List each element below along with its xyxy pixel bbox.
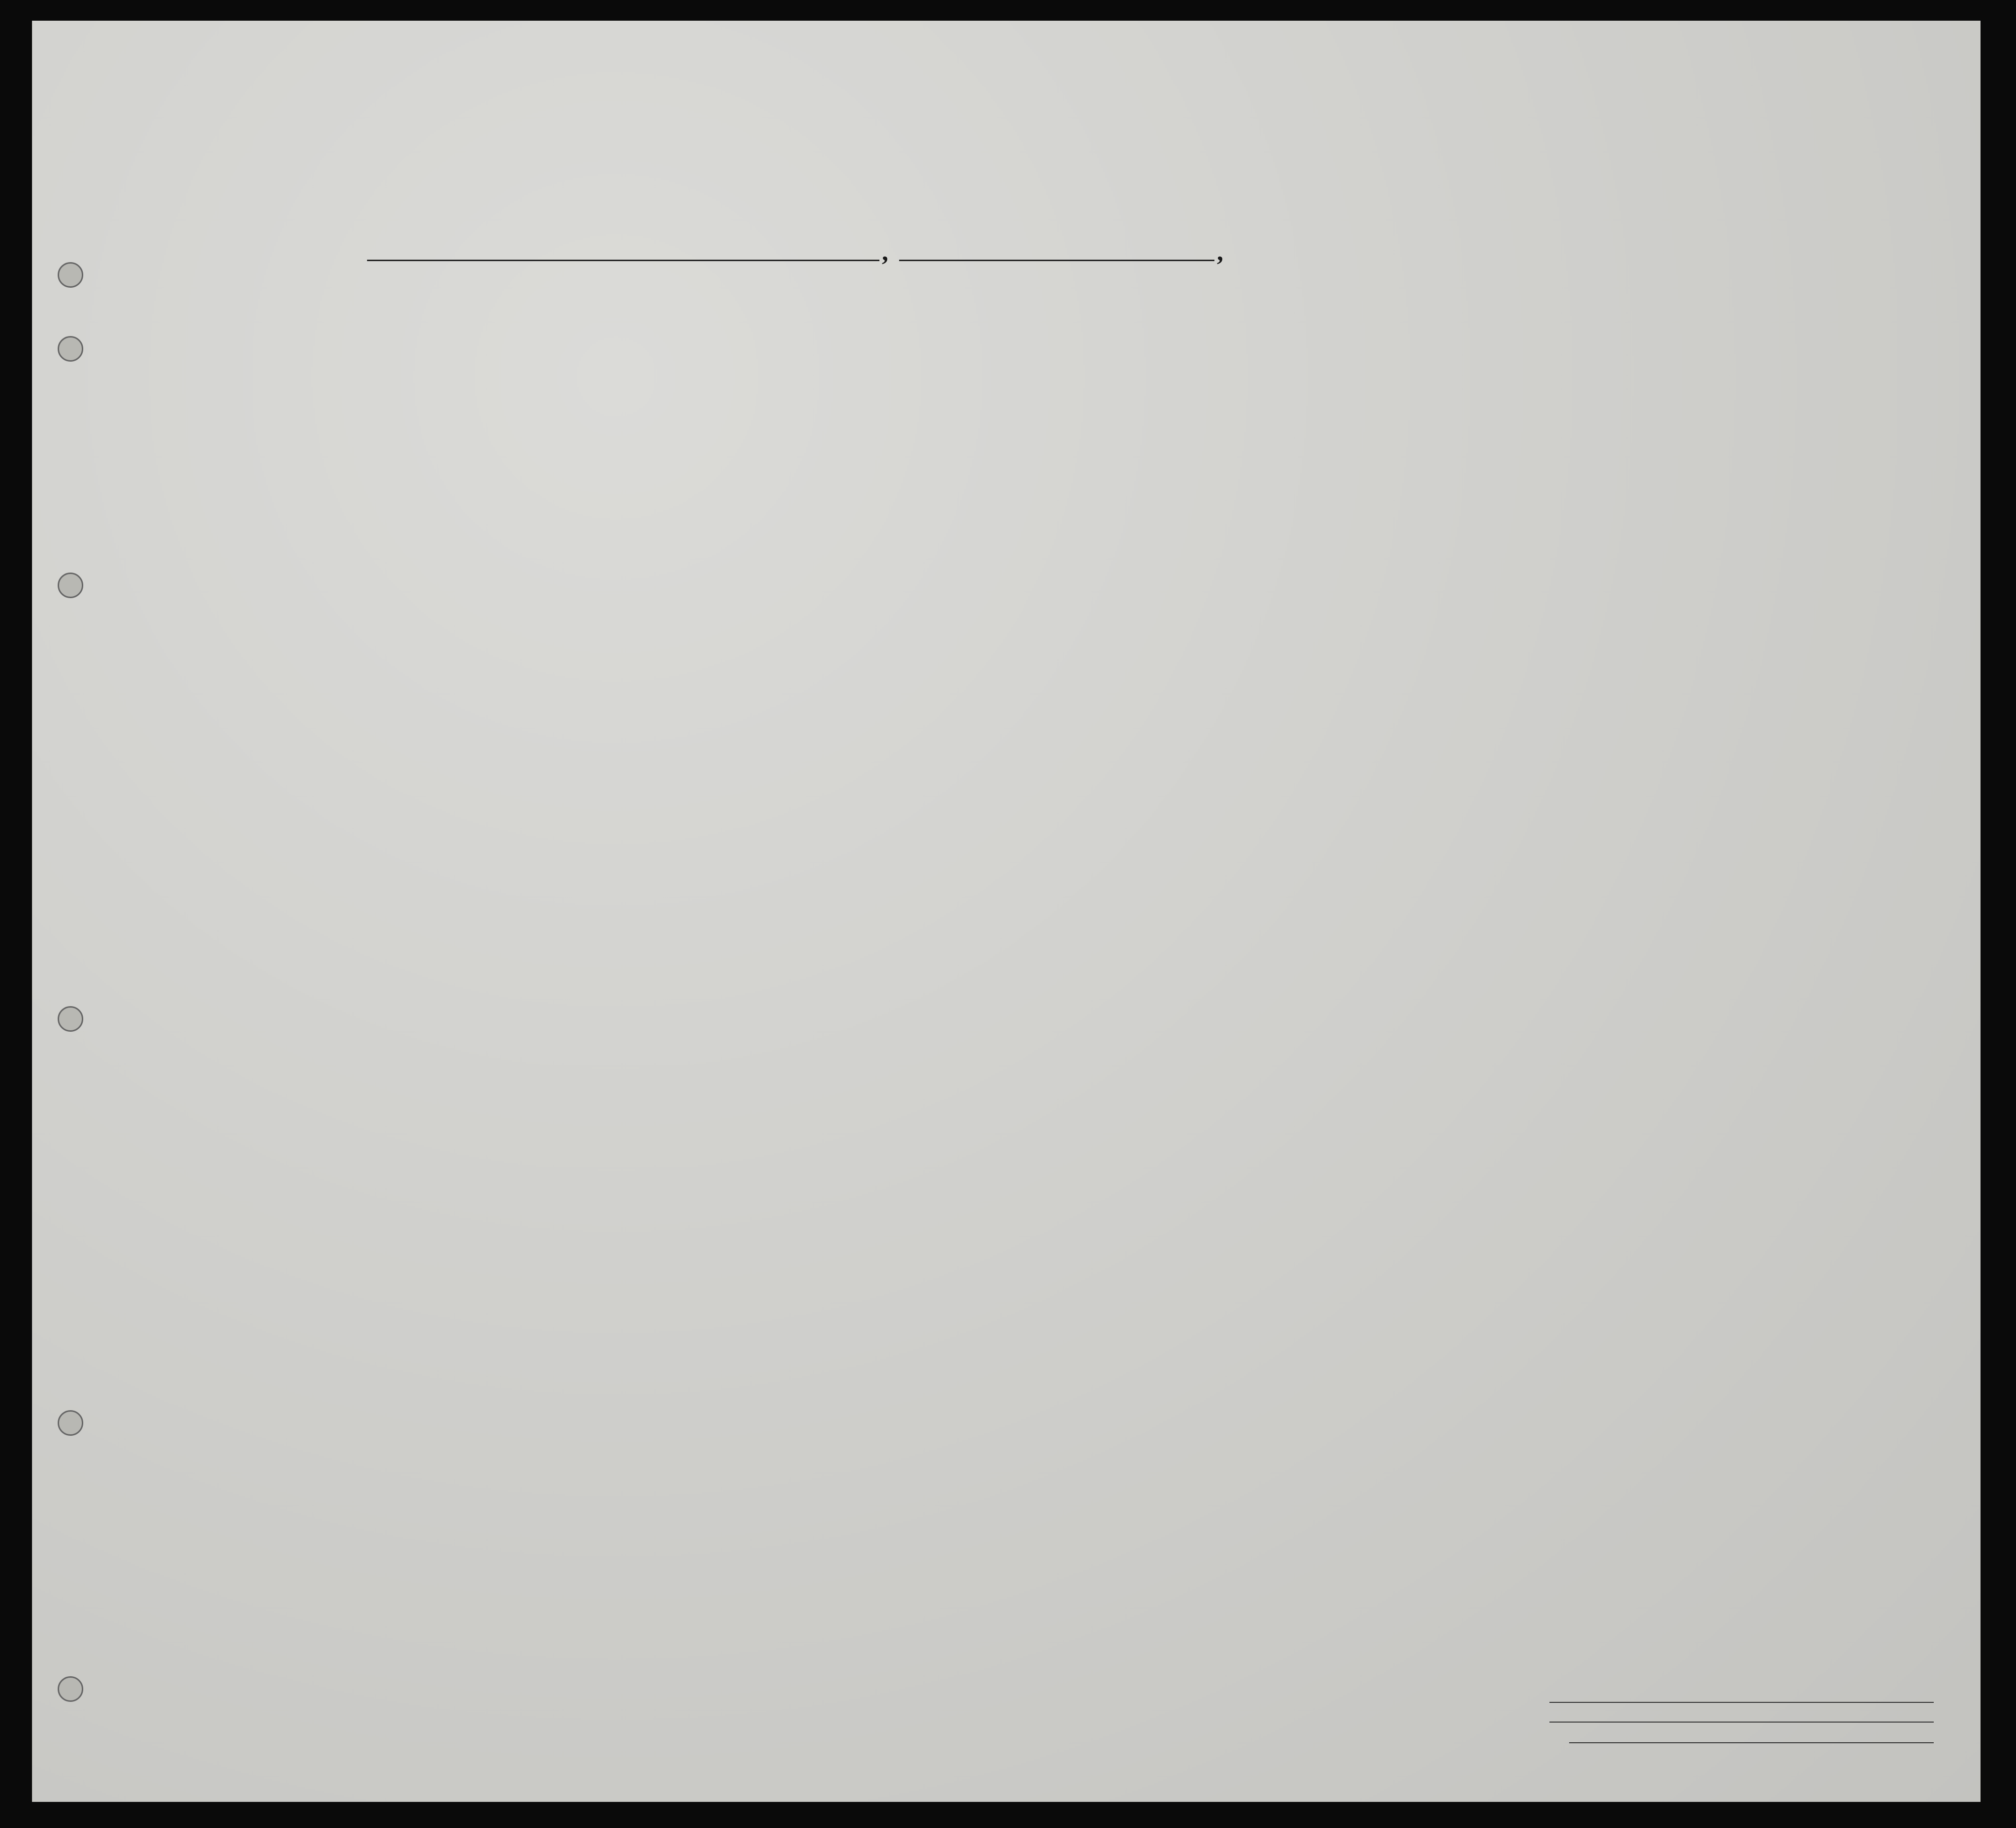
comma: , (1217, 238, 1223, 266)
agents-rule (1569, 1742, 1934, 1743)
line-rule (1549, 1702, 1934, 1703)
manifest-sheet (32, 21, 1981, 1802)
table-grid (32, 21, 1981, 1802)
comma: , (882, 238, 888, 266)
owners-rule (1549, 1722, 1934, 1723)
